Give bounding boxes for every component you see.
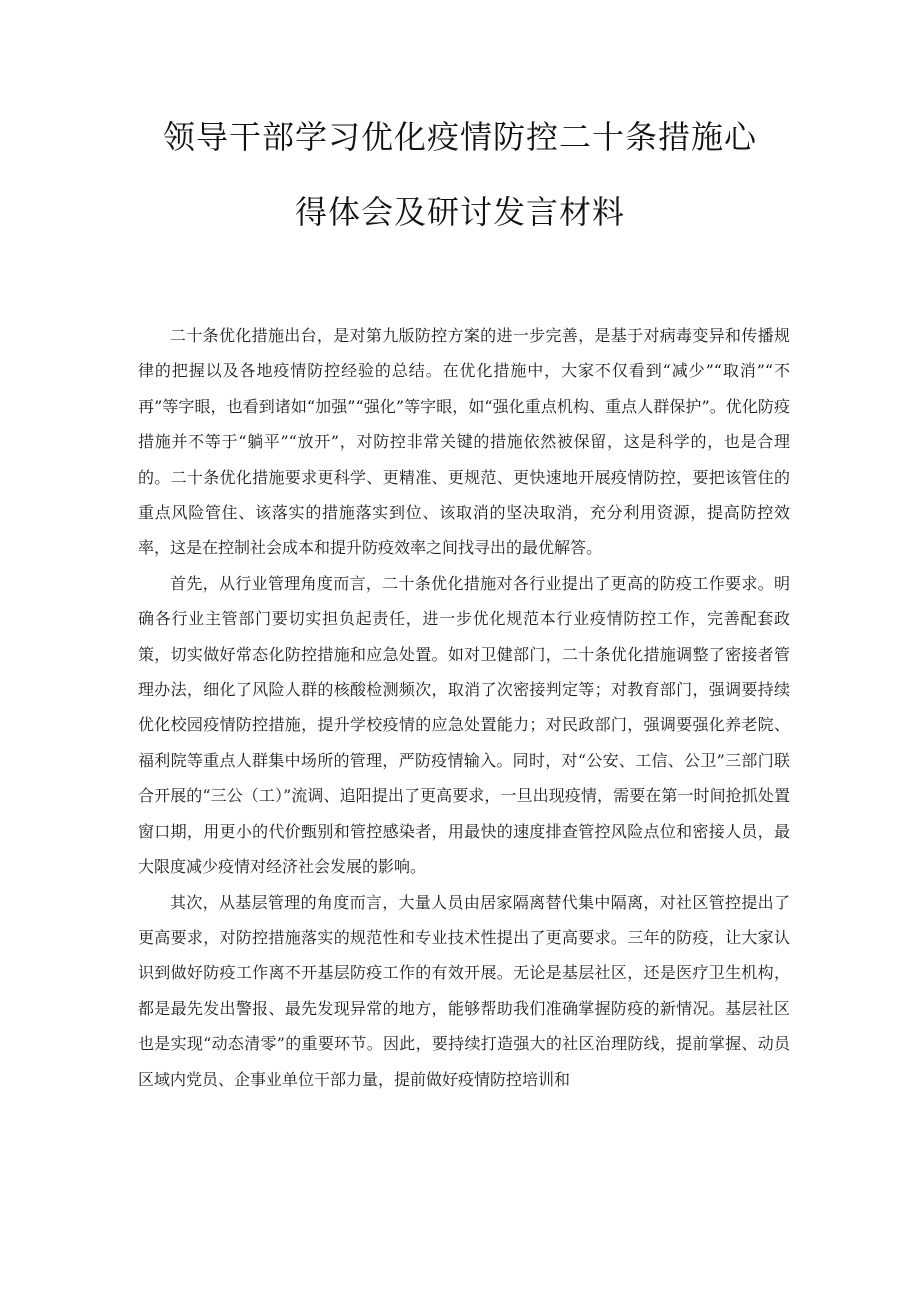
paragraph-3: 其次，从基层管理的角度而言，大量人员由居家隔离替代集中隔离，对社区管控提出了更高要求，对防控措施落实的规范性和专业技术性提出了更高要求。三年的防疫，让大家认识到做好防疫工作离不开基层防疫工作的有效开展。无论是基层社区，还是医疗卫生机构，都是最先发出警报、最先发现异常的地方，能够帮助我们准确掌握防疫的新情况。基层社区也是实现“动态清零”的重要环节。因此，要持续打造强大的社区治理防线，提前掌握、动员区域内党员、企事业单位干部力量，提前做好疫情防控培训和 [138,892,790,1089]
document-title-line-2: 得体会及研讨发言材料 [294,193,625,231]
document-body [138,318,790,1097]
paragraph-1: 二十条优化措施出台，是对第九版防控方案的进一步完善，是基于对病毒变异和传播规律的把握以及各地疫情防控经验的总结。在优化措施中，大家不仅看到“减少”“取消”“不再”等字眼，也看到诸如“加强”“强化”等字眼，如“强化重点机构、重点人群保护”。优化防疫措施并不等于“躺平”“放开”，对防控非常关键的措施依然被保留，这是科学的，也是合理的。二十条优化措施要求更科学、更精准、更规范、更快速地开展疫情防控，要把该管住的重点风险管住、该落实的措施落实到位、该取消的坚决取消，充分利用资源，提高防控效率，这是在控制社会成本和提升防疫效率之间找寻出的最优解答。 [138,326,790,558]
document-title-line-1: 领导干部学习优化疫情防控二十条措施心 [162,118,757,156]
paragraph-2: 首先，从行业管理角度而言，二十条优化措施对各行业提出了更高的防疫工作要求。明确各行业主管部门要切实担负起责任，进一步优化规范本行业疫情防控工作，完善配套政策，切实做好常态化防控措施和应急处置。如对卫健部门，二十条优化措施调整了密接者管理办法，细化了风险人群的核酸检测频次，取消了次密接判定等；对教育部门，强调要持续优化校园疫情防控措施，提升学校疫情的应急处置能力；对民政部门，强调要强化养老院、福利院等重点人群集中场所的管理，严防疫情输入。同时，对“公安、工信、公卫”三部门联合开展的“三公（工）”流调、追阳提出了更高要求，一旦出现疫情，需要在第一时间抢抓处置窗口期，用更小的代价甄别和管控感染者，用最快的速度排查管控风险点位和密接人员，最大限度减少疫情对经济社会发展的影响。 [138,573,790,877]
